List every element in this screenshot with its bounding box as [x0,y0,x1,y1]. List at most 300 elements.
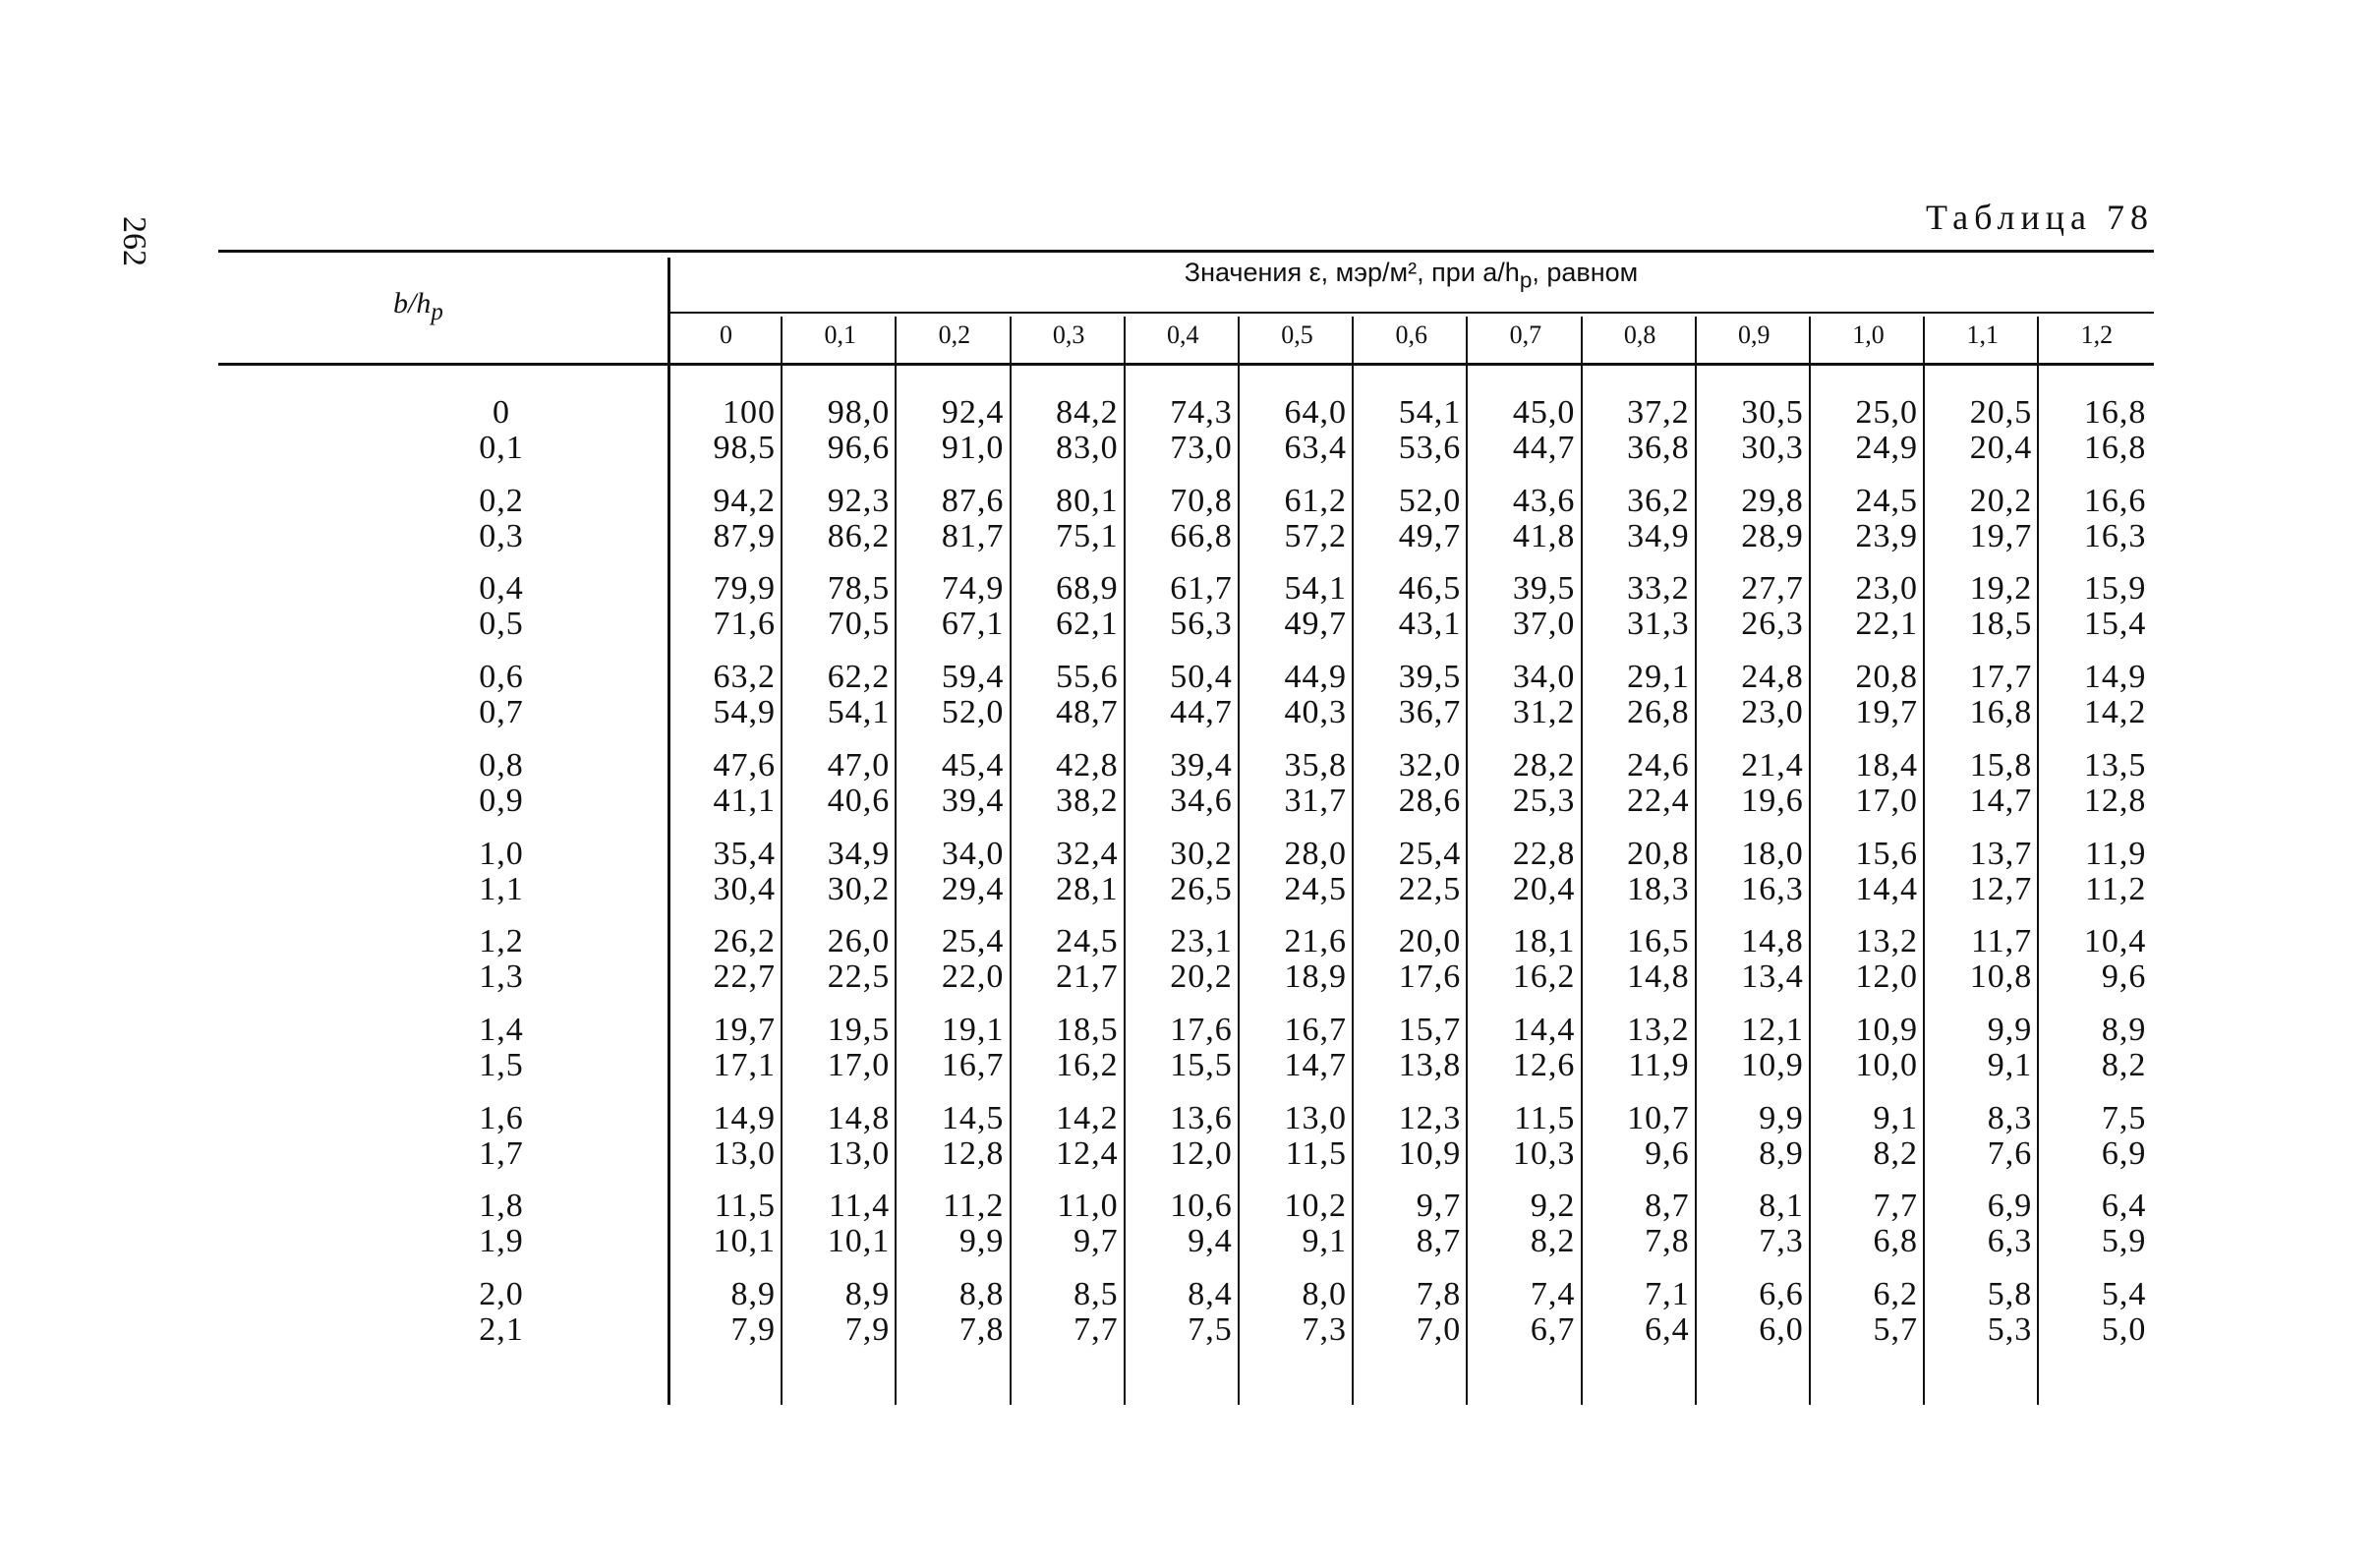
table-cell: 28,2 [1512,746,1576,784]
table-caption: Таблица 78 [1926,198,2154,237]
table-cell: 18,1 [1512,923,1576,960]
table-cell: 98,5 [713,430,776,466]
table-cell: 30,5 [1741,394,1804,431]
table-cell: 15,8 [1969,746,2033,784]
table-cell: 6,9 [1987,1188,2033,1225]
page-number: 262 [116,216,152,266]
table-cell: 8,9 [844,1276,891,1312]
table-cell: 47,6 [713,746,776,784]
table-cell: 26,8 [1627,694,1690,731]
table-cell: 8,8 [958,1276,1005,1312]
table-cell: 6,7 [1530,1311,1576,1348]
table-cell: 61,2 [1284,482,1347,519]
table-cell: 11,7 [1970,923,2033,960]
table-cell: 36,8 [1627,430,1690,466]
table-cell: 14,2 [1056,1099,1119,1136]
table-cell: 73,0 [1170,430,1233,466]
table-cell: 54,1 [827,694,891,731]
table-cell: 19,2 [1969,570,2033,608]
table-cell: 36,2 [1627,482,1690,519]
row-pair [218,1101,2154,1180]
table-cell: 67,1 [941,606,1005,643]
column-header: 1,0 [1852,320,1885,349]
table-cell: 20,8 [1627,835,1690,872]
column-header: 0,4 [1167,320,1199,349]
table-cell: 28,6 [1398,782,1462,819]
table-cell: 8,1 [1759,1188,1804,1225]
column-header: 1,1 [1966,320,1999,349]
table-cell: 9,6 [1645,1134,1690,1172]
table-cell: 9,7 [1416,1188,1462,1225]
table-cell: 7,4 [1530,1276,1576,1312]
table-cell: 92,4 [941,394,1005,431]
table-cell: 81,7 [941,517,1005,554]
row-label: 0,2 [479,482,524,519]
table-cell: 49,7 [1398,517,1462,554]
table-cell: 17,0 [1855,782,1918,819]
table-cell: 24,5 [1056,923,1119,960]
table-cell: 17,0 [827,1046,891,1083]
table-cell: 24,9 [1855,430,1918,466]
table-cell: 30,2 [1170,835,1233,872]
column-header: 0,7 [1509,320,1542,349]
table-cell: 43,1 [1398,606,1462,643]
row-pair [218,395,2154,474]
table-cell: 54,9 [713,694,776,731]
table-cell: 45,4 [941,746,1005,784]
table-cell: 80,1 [1056,482,1119,519]
table-cell: 24,5 [1284,870,1347,907]
table-cell: 40,3 [1284,694,1347,731]
table-cell: 16,6 [2083,482,2147,519]
table-cell: 29,1 [1627,659,1690,696]
table-cell: 15,9 [2083,570,2147,608]
table-cell: 27,7 [1741,570,1804,608]
table-cell: 13,5 [2083,746,2147,784]
table-cell: 20,4 [1512,870,1576,907]
table-cell: 22,5 [827,958,891,996]
row-label: 0,3 [479,517,524,554]
row-label: 0,8 [479,746,524,784]
table-cell: 40,6 [827,782,891,819]
table-cell: 12,0 [1855,958,1918,996]
table-cell: 7,8 [1645,1223,1690,1260]
table-cell: 23,9 [1855,517,1918,554]
table-cell: 100 [723,394,776,431]
row-label: 1,8 [479,1188,524,1225]
table-cell: 7,6 [1987,1134,2033,1172]
row-label: 0,1 [479,430,524,466]
table-cell: 23,0 [1741,694,1804,731]
row-label: 0 [493,394,510,431]
table-cell: 83,0 [1056,430,1119,466]
table-cell: 91,0 [941,430,1005,466]
table-cell: 9,1 [1873,1099,1918,1136]
table-cell: 12,4 [1056,1134,1119,1172]
table-cell: 10,4 [2083,923,2147,960]
table-cell: 18,5 [1969,606,2033,643]
table-cell: 70,8 [1170,482,1233,519]
table-cell: 44,9 [1284,659,1347,696]
column-header: 0,9 [1738,320,1770,349]
table-cell: 25,3 [1512,782,1576,819]
table-cell: 10,6 [1170,1188,1233,1225]
table-cell: 11,4 [828,1188,891,1225]
table-cell: 7,7 [1873,1188,1918,1225]
table-cell: 23,0 [1855,570,1918,608]
table-cell: 16,8 [1969,694,2033,731]
table-cell: 13,0 [1284,1099,1347,1136]
table-cell: 20,2 [1969,482,2033,519]
table-cell: 37,0 [1512,606,1576,643]
table-cell: 8,9 [1759,1134,1804,1172]
row-label: 1,5 [479,1046,524,1083]
table-cell: 31,7 [1284,782,1347,819]
table-cell: 22,8 [1512,835,1576,872]
stub-header-symbol: b/h [393,287,432,319]
table-cell: 7,5 [1188,1311,1233,1348]
table-cell: 30,4 [713,870,776,907]
table-cell: 11,5 [1285,1134,1347,1172]
header-rule-bottom [218,363,2154,366]
table-cell: 54,1 [1284,570,1347,608]
table-cell: 14,4 [1512,1011,1576,1048]
table-cell: 11,5 [714,1188,776,1225]
table-cell: 15,6 [1855,835,1918,872]
row-pair [218,1277,2154,1356]
table-cell: 16,7 [941,1046,1005,1083]
table-cell: 10,1 [827,1223,891,1260]
table-cell: 20,8 [1855,659,1918,696]
table-cell: 98,0 [827,394,891,431]
table-cell: 28,9 [1741,517,1804,554]
table-cell: 53,6 [1398,430,1462,466]
table-cell: 86,2 [827,517,891,554]
table-cell: 16,3 [2083,517,2147,554]
table-cell: 36,7 [1398,694,1462,731]
table-cell: 7,7 [1073,1311,1119,1348]
stub-header-subscript: р [431,299,443,325]
table-cell: 31,3 [1627,606,1690,643]
table-cell: 20,5 [1969,394,2033,431]
table-cell: 7,3 [1759,1223,1804,1260]
table-cell: 6,6 [1759,1276,1804,1312]
table-cell: 12,0 [1170,1134,1233,1172]
table-cell: 7,5 [2101,1099,2147,1136]
row-pair [218,924,2154,1003]
table-cell: 12,3 [1398,1099,1462,1136]
table-cell: 44,7 [1512,430,1576,466]
column-header: 1,2 [2080,320,2114,349]
table-cell: 14,7 [1284,1046,1347,1083]
table-cell: 31,2 [1512,694,1576,731]
table-cell: 92,3 [827,482,891,519]
table-cell: 18,9 [1284,958,1347,996]
row-label: 0,7 [479,694,524,731]
table-cell: 10,8 [1969,958,2033,996]
table-cell: 56,3 [1170,606,1233,643]
table-cell: 11,0 [1057,1188,1119,1225]
table-cell: 5,4 [2101,1276,2147,1312]
table-cell: 47,0 [827,746,891,784]
row-label: 2,0 [479,1276,524,1312]
table-cell: 5,3 [1987,1311,2033,1348]
row-label: 0,5 [479,606,524,643]
table-cell: 96,6 [827,430,891,466]
table-cell: 6,4 [2101,1188,2147,1225]
table-cell: 68,9 [1056,570,1119,608]
table-cell: 46,5 [1398,570,1462,608]
stub-column-header [393,287,443,326]
table-cell: 42,8 [1056,746,1119,784]
table-cell: 55,6 [1056,659,1119,696]
table-cell: 10,3 [1512,1134,1576,1172]
table-cell: 18,0 [1741,835,1804,872]
header-rule-top [218,250,2154,253]
table-cell: 49,7 [1284,606,1347,643]
table-cell: 19,7 [713,1011,776,1048]
table-cell: 14,7 [1969,782,2033,819]
table-cell: 22,1 [1855,606,1918,643]
group-header-text: Значения ε, мэр/м², при a/h [1184,258,1520,287]
table-cell: 32,4 [1056,835,1119,872]
table-cell: 11,9 [2085,835,2147,872]
table-cell: 34,9 [1627,517,1690,554]
table-cell: 45,0 [1512,394,1576,431]
table-cell: 15,7 [1398,1011,1462,1048]
table-cell: 19,6 [1741,782,1804,819]
table-cell: 32,0 [1398,746,1462,784]
table-cell: 19,7 [1969,517,2033,554]
table-cell: 62,2 [827,659,891,696]
row-label: 1,2 [479,923,524,960]
table-cell: 6,2 [1873,1276,1918,1312]
table-cell: 9,9 [1759,1099,1804,1136]
table-cell: 74,3 [1170,394,1233,431]
table-cell: 13,6 [1170,1099,1233,1136]
group-header-rule [668,312,2154,314]
table-cell: 34,6 [1170,782,1233,819]
table-cell: 9,6 [2101,958,2147,996]
column-header: 0,2 [938,320,971,349]
column-header: 0,3 [1052,320,1085,349]
table-cell: 15,4 [2083,606,2147,643]
table-cell: 8,3 [1987,1099,2033,1136]
table-cell: 16,8 [2083,394,2147,431]
table-cell: 9,7 [1073,1223,1119,1260]
table-cell: 12,7 [1969,870,2033,907]
table-cell: 10,1 [713,1223,776,1260]
table-cell: 33,2 [1627,570,1690,608]
table-cell: 28,0 [1284,835,1347,872]
table-cell: 8,5 [1073,1276,1119,1312]
table-cell: 26,0 [827,923,891,960]
table-cell: 24,8 [1741,659,1804,696]
table-cell: 34,0 [1512,659,1576,696]
table-cell: 94,2 [713,482,776,519]
table-cell: 54,1 [1398,394,1462,431]
table-cell: 9,4 [1188,1223,1233,1260]
table-cell: 10,7 [1627,1099,1690,1136]
table-cell: 39,4 [1170,746,1233,784]
table-cell: 14,4 [1855,870,1918,907]
table-cell: 9,9 [1987,1011,2033,1048]
row-pair [218,484,2154,562]
row-pair [218,660,2154,738]
table-cell: 35,8 [1284,746,1347,784]
table-cell: 10,9 [1398,1134,1462,1172]
table-cell: 8,0 [1302,1276,1347,1312]
table-cell: 62,1 [1056,606,1119,643]
table-cell: 57,2 [1284,517,1347,554]
row-label: 1,3 [479,958,524,996]
table-cell: 63,4 [1284,430,1347,466]
table-cell: 5,9 [2101,1223,2147,1260]
row-pair [218,571,2154,650]
table-cell: 9,2 [1530,1188,1576,1225]
table-cell: 20,4 [1969,430,2033,466]
table-cell: 13,0 [713,1134,776,1172]
table-cell: 35,4 [713,835,776,872]
table-cell: 43,6 [1512,482,1576,519]
group-header-subscript: р [1519,267,1533,293]
column-header: 0,8 [1623,320,1656,349]
table-cell: 9,9 [958,1223,1005,1260]
table-cell: 11,9 [1628,1046,1690,1083]
table-cell: 23,1 [1170,923,1233,960]
table-cell: 7,9 [730,1311,776,1348]
table-cell: 14,5 [941,1099,1005,1136]
row-label: 0,4 [479,570,524,608]
column-header: 0 [720,320,732,349]
row-label: 1,4 [479,1011,524,1048]
table-cell: 11,2 [2085,870,2147,907]
table-cell: 8,9 [730,1276,776,1312]
row-label: 2,1 [479,1311,524,1348]
table-cell: 8,9 [2101,1011,2147,1048]
table-cell: 79,9 [713,570,776,608]
table-cell: 12,1 [1741,1011,1804,1048]
table-cell: 16,2 [1512,958,1576,996]
table-cell: 12,8 [941,1134,1005,1172]
table-cell: 14,8 [827,1099,891,1136]
table-cell: 17,1 [713,1046,776,1083]
row-pair [218,1013,2154,1091]
table-cell: 25,0 [1855,394,1918,431]
table-cell: 7,0 [1416,1311,1462,1348]
table-cell: 13,4 [1741,958,1804,996]
table-cell: 26,3 [1741,606,1804,643]
table-cell: 64,0 [1284,394,1347,431]
table-cell: 19,7 [1855,694,1918,731]
table-cell: 9,1 [1987,1046,2033,1083]
table-cell: 38,2 [1056,782,1119,819]
table-cell: 14,8 [1627,958,1690,996]
table-cell: 17,7 [1969,659,2033,696]
table-cell: 10,9 [1855,1011,1918,1048]
table-cell: 13,7 [1969,835,2033,872]
table-cell: 5,7 [1873,1311,1918,1348]
table-cell: 12,6 [1512,1046,1576,1083]
table-cell: 8,4 [1188,1276,1233,1312]
table-cell: 19,5 [827,1011,891,1048]
table-cell: 41,8 [1512,517,1576,554]
row-pair [218,748,2154,827]
row-label: 1,1 [479,870,524,907]
row-pair [218,1189,2154,1267]
table-cell: 18,4 [1855,746,1918,784]
table-cell: 48,7 [1056,694,1119,731]
table-cell: 5,0 [2101,1311,2147,1348]
table-cell: 8,7 [1645,1188,1690,1225]
table-cell: 22,0 [941,958,1005,996]
table-cell: 6,3 [1987,1223,2033,1260]
table-cell: 8,2 [1873,1134,1918,1172]
table-cell: 19,1 [941,1011,1005,1048]
table-cell: 12,8 [2083,782,2147,819]
table-cell: 87,6 [941,482,1005,519]
table-cell: 22,5 [1398,870,1462,907]
table-cell: 6,4 [1645,1311,1690,1348]
table-cell: 52,0 [1398,482,1462,519]
table-cell: 39,5 [1398,659,1462,696]
table-cell: 21,7 [1056,958,1119,996]
table-cell: 13,0 [827,1134,891,1172]
table-cell: 59,4 [941,659,1005,696]
table-cell: 6,0 [1759,1311,1804,1348]
table-cell: 7,8 [958,1311,1005,1348]
table-cell: 21,4 [1741,746,1804,784]
table-cell: 52,0 [941,694,1005,731]
table-cell: 14,2 [2083,694,2147,731]
table-cell: 22,7 [713,958,776,996]
table-cell: 25,4 [941,923,1005,960]
table-cell: 66,8 [1170,517,1233,554]
row-label: 0,9 [479,782,524,819]
table-cell: 7,1 [1645,1276,1690,1312]
table-cell: 11,2 [943,1188,1005,1225]
table-cell: 63,2 [713,659,776,696]
column-header: 0,1 [824,320,856,349]
table-cell: 71,6 [713,606,776,643]
table-cell: 14,9 [2083,659,2147,696]
table-cell: 37,2 [1627,394,1690,431]
table-cell: 29,4 [941,870,1005,907]
table-cell: 6,8 [1873,1223,1918,1260]
table-cell: 78,5 [827,570,891,608]
table-cell: 30,2 [827,870,891,907]
table-cell: 17,6 [1398,958,1462,996]
table-cell: 15,5 [1170,1046,1233,1083]
table-cell: 29,8 [1741,482,1804,519]
table-cell: 28,1 [1056,870,1119,907]
table-cell: 13,2 [1627,1011,1690,1048]
row-label: 1,9 [479,1223,524,1260]
table-cell: 74,9 [941,570,1005,608]
table-cell: 16,2 [1056,1046,1119,1083]
table-cell: 87,9 [713,517,776,554]
table-cell: 7,9 [844,1311,891,1348]
table-cell: 18,3 [1627,870,1690,907]
table-cell: 16,5 [1627,923,1690,960]
table-cell: 41,1 [713,782,776,819]
row-label: 0,6 [479,659,524,696]
table-cell: 10,2 [1284,1188,1347,1225]
table-cell: 20,2 [1170,958,1233,996]
column-header: 0,5 [1281,320,1313,349]
table-cell: 7,8 [1416,1276,1462,1312]
table-cell: 8,2 [1530,1223,1576,1260]
